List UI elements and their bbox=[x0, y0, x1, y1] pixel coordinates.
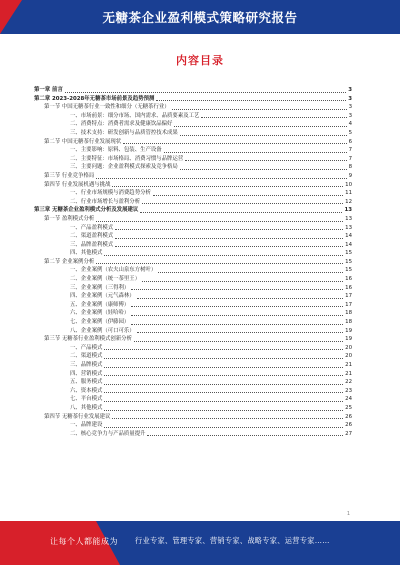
toc-leader-dots bbox=[174, 125, 346, 127]
toc-leader-dots bbox=[131, 288, 343, 290]
toc-entry[interactable] bbox=[34, 318, 352, 327]
toc-entry[interactable] bbox=[34, 120, 352, 129]
toc-entry-label: 一、市场前景：细分市场、国内需求、品质要素及工艺 bbox=[70, 112, 200, 119]
toc-entry-page: 6 bbox=[348, 138, 352, 145]
toc-entry-page: 14 bbox=[345, 241, 352, 248]
toc-leader-dots bbox=[172, 108, 347, 110]
toc-entry[interactable] bbox=[34, 378, 352, 387]
toc-leader-dots bbox=[104, 254, 343, 256]
toc-leader-dots bbox=[142, 202, 343, 204]
toc-entry-label: 一、主要影响：原料、包装、生产设备 bbox=[70, 147, 162, 154]
toc-entry[interactable] bbox=[34, 155, 352, 164]
toc-entry-page: 5 bbox=[348, 129, 352, 136]
toc-entry[interactable] bbox=[34, 249, 352, 258]
toc-leader-dots bbox=[104, 366, 343, 368]
toc-leader-dots bbox=[65, 91, 346, 93]
toc-entry[interactable] bbox=[34, 430, 352, 439]
toc-entry-label: 第三章 无糖茶企业盈利模式分析及发展建议 bbox=[34, 207, 139, 214]
toc-entry-page: 3 bbox=[348, 104, 352, 111]
toc-entry[interactable] bbox=[34, 103, 352, 112]
toc-entry-page: 24 bbox=[345, 396, 352, 403]
toc-entry-page: 16 bbox=[345, 284, 352, 291]
toc-leader-dots bbox=[156, 99, 346, 101]
toc-entry-page: 13 bbox=[344, 207, 352, 214]
toc-entry-page: 26 bbox=[345, 413, 352, 420]
toc-entry-page: 13 bbox=[345, 215, 352, 222]
toc-entry-label: 第一章 前言 bbox=[34, 87, 63, 93]
toc-entry-page: 4 bbox=[348, 121, 352, 128]
toc-entry-label: 一、企业案例（农夫山泉东方树叶） bbox=[70, 267, 157, 274]
footer-band bbox=[0, 521, 400, 565]
toc-entry-label: 七、企业案例（伊藤园） bbox=[70, 319, 130, 326]
toc-entry-page: 21 bbox=[345, 362, 352, 368]
toc-entry[interactable] bbox=[34, 344, 352, 353]
toc-leader-dots bbox=[115, 237, 343, 239]
toc-leader-dots bbox=[104, 400, 343, 402]
toc-leader-dots bbox=[112, 185, 343, 187]
toc-leader-dots bbox=[142, 280, 343, 282]
toc-entry[interactable] bbox=[34, 266, 352, 275]
toc-entry-label: 三、品牌模式 bbox=[70, 362, 103, 368]
toc-entry[interactable] bbox=[34, 206, 352, 215]
toc-entry-page: 7 bbox=[348, 155, 352, 162]
toc-entry-page: 9 bbox=[348, 172, 352, 179]
toc-entry-label: 三、主要问题：企业盈利模式探索及竞争格局 bbox=[70, 164, 178, 171]
toc-entry[interactable] bbox=[34, 258, 352, 267]
toc-leader-dots bbox=[96, 177, 346, 179]
toc-entry-page: 19 bbox=[345, 327, 352, 334]
toc-entry-page: 15 bbox=[345, 250, 352, 257]
toc-entry[interactable] bbox=[34, 413, 352, 422]
toc-entry[interactable] bbox=[34, 352, 352, 361]
toc-entry-label: 第四节 行业发展机遇与挑战 bbox=[44, 181, 111, 188]
toc-leader-dots bbox=[104, 374, 343, 376]
toc-leader-dots bbox=[201, 116, 346, 118]
toc-entry-label: 一、产品模式 bbox=[70, 344, 103, 351]
toc-leader-dots bbox=[112, 417, 343, 419]
toc-entry-page: 26 bbox=[345, 422, 352, 429]
toc-leader-dots bbox=[131, 323, 343, 325]
toc-leader-dots bbox=[137, 297, 343, 299]
toc-entry-label: 第二节 企业案例分析 bbox=[44, 258, 95, 265]
toc-entry-label: 八、企业案例（可口可乐） bbox=[70, 327, 135, 334]
toc-entry[interactable] bbox=[34, 309, 352, 318]
toc-leader-dots bbox=[104, 348, 343, 350]
toc-entry-label: 第二节 中国无糖茶行业发展现状 bbox=[44, 138, 122, 145]
footer-slogan-left: 让每个人都能成为 bbox=[50, 537, 118, 546]
toc-entry-page: 12 bbox=[345, 198, 352, 205]
toc-entry[interactable] bbox=[34, 224, 352, 233]
toc-entry-page: 3 bbox=[348, 87, 352, 93]
toc-entry[interactable] bbox=[34, 138, 352, 147]
table-of-contents bbox=[34, 86, 352, 438]
toc-leader-dots bbox=[185, 159, 346, 161]
toc-entry-label: 第三节 无糖茶行业盈利模式创新分析 bbox=[44, 336, 132, 343]
toc-entry-label: 一、产品盈利模式 bbox=[70, 224, 114, 231]
toc-entry-label: 八、其他模式 bbox=[70, 404, 103, 411]
toc-entry[interactable] bbox=[34, 335, 352, 344]
toc-entry-label: 二、渠道模式 bbox=[70, 353, 103, 360]
toc-entry[interactable] bbox=[34, 327, 352, 336]
toc-leader-dots bbox=[104, 383, 343, 385]
toc-entry-page: 20 bbox=[345, 344, 352, 351]
toc-leader-dots bbox=[96, 220, 343, 222]
toc-entry-label: 二、消费特点：消费者需求及健康饮品偏好 bbox=[70, 121, 173, 128]
toc-entry[interactable] bbox=[34, 172, 352, 181]
toc-entry[interactable] bbox=[34, 86, 352, 95]
toc-entry-page: 25 bbox=[345, 404, 352, 411]
toc-leader-dots bbox=[115, 245, 343, 247]
toc-entry-label: 二、主要特征：市场格局、消费习惯与品牌运营 bbox=[70, 155, 184, 162]
toc-entry-page: 3 bbox=[348, 112, 352, 119]
toc-entry[interactable] bbox=[34, 215, 352, 224]
toc-entry-page: 17 bbox=[345, 293, 352, 300]
toc-entry-label: 四、其他模式 bbox=[70, 250, 103, 257]
toc-leader-dots bbox=[104, 391, 343, 393]
toc-entry-page: 7 bbox=[348, 147, 352, 154]
toc-entry-page: 14 bbox=[345, 233, 352, 240]
toc-entry-page: 27 bbox=[345, 430, 352, 437]
toc-entry-label: 二、行业市场增长与盈利分析 bbox=[70, 198, 141, 205]
toc-entry-label: 二、核心竞争力与产品质量提升 bbox=[70, 430, 146, 437]
toc-entry[interactable] bbox=[34, 163, 352, 172]
toc-entry[interactable] bbox=[34, 95, 352, 104]
toc-entry[interactable] bbox=[34, 129, 352, 138]
toc-entry-page: 15 bbox=[345, 258, 352, 265]
toc-entry-label: 三、品牌盈利模式 bbox=[70, 241, 114, 248]
toc-entry[interactable] bbox=[34, 189, 352, 198]
toc-entry[interactable] bbox=[34, 198, 352, 207]
toc-leader-dots bbox=[158, 271, 343, 273]
toc-entry-label: 第二章 2023-2028年无糖茶市场前景及趋势预测 bbox=[34, 95, 155, 102]
toc-entry[interactable] bbox=[34, 301, 352, 310]
toc-entry[interactable] bbox=[34, 112, 352, 121]
corner-accent bbox=[0, 0, 22, 34]
toc-leader-dots bbox=[104, 357, 343, 359]
header-bar bbox=[0, 0, 400, 34]
toc-leader-dots bbox=[137, 331, 343, 333]
toc-entry-label: 第三节 行业竞争格局 bbox=[44, 172, 95, 179]
toc-entry[interactable] bbox=[34, 181, 352, 190]
toc-leader-dots bbox=[164, 151, 347, 153]
toc-entry-page: 22 bbox=[345, 379, 352, 386]
toc-entry-page: 8 bbox=[348, 164, 352, 171]
toc-entry-page: 13 bbox=[345, 224, 352, 231]
toc-entry[interactable] bbox=[34, 387, 352, 396]
toc-entry[interactable] bbox=[34, 421, 352, 430]
toc-heading: 内容目录 bbox=[176, 54, 224, 67]
toc-entry-label: 七、平台模式 bbox=[70, 396, 103, 403]
toc-entry-label: 第一节 盈利模式分析 bbox=[44, 215, 95, 222]
toc-entry[interactable] bbox=[34, 361, 352, 370]
toc-entry-page: 11 bbox=[345, 190, 352, 197]
toc-entry-label: 二、企业案例（统一茶里王） bbox=[70, 276, 141, 283]
toc-entry-page: 17 bbox=[345, 301, 352, 308]
toc-entry-label: 四、企业案例（元气森林） bbox=[70, 293, 135, 300]
toc-entry-label: 一、品牌建设 bbox=[70, 422, 103, 429]
toc-leader-dots bbox=[104, 409, 343, 411]
toc-entry[interactable] bbox=[34, 232, 352, 241]
toc-entry-label: 一、行业市场规模与消费趋势分析 bbox=[70, 190, 151, 197]
toc-leader-dots bbox=[131, 314, 343, 316]
toc-entry-label: 三、企业案例（三得利） bbox=[70, 284, 130, 291]
toc-entry[interactable] bbox=[34, 275, 352, 284]
toc-entry-label: 五、企业案例（康师傅） bbox=[70, 301, 130, 308]
toc-leader-dots bbox=[147, 434, 343, 436]
toc-entry[interactable] bbox=[34, 292, 352, 301]
toc-leader-dots bbox=[131, 305, 343, 307]
toc-entry[interactable] bbox=[34, 370, 352, 379]
toc-entry-label: 五、服务模式 bbox=[70, 379, 103, 386]
toc-leader-dots bbox=[153, 194, 343, 196]
toc-entry-label: 二、渠道盈利模式 bbox=[70, 233, 114, 240]
toc-entry-page: 3 bbox=[348, 95, 352, 102]
toc-entry[interactable] bbox=[34, 146, 352, 155]
toc-entry-label: 六、企业案例（娃哈哈） bbox=[70, 310, 130, 317]
toc-entry[interactable] bbox=[34, 241, 352, 250]
toc-leader-dots bbox=[180, 168, 347, 170]
toc-entry-page: 19 bbox=[345, 336, 352, 343]
toc-entry-label: 三、技术支持：研发创新与品质管控技术成果 bbox=[70, 129, 178, 136]
toc-entry-page: 16 bbox=[345, 276, 352, 283]
toc-entry-page: 10 bbox=[345, 181, 352, 188]
toc-entry-page: 18 bbox=[345, 310, 352, 317]
toc-leader-dots bbox=[134, 340, 343, 342]
toc-entry-page: 21 bbox=[345, 370, 352, 377]
toc-entry-label: 第一节 中国无糖茶行业一致性和细分（无糖茶行业） bbox=[44, 104, 170, 111]
toc-entry[interactable] bbox=[34, 404, 352, 413]
toc-entry-label: 六、资本模式 bbox=[70, 387, 103, 394]
toc-entry[interactable] bbox=[34, 395, 352, 404]
toc-entry-page: 15 bbox=[345, 267, 352, 274]
toc-leader-dots bbox=[96, 262, 343, 264]
toc-entry-label: 四、营销模式 bbox=[70, 370, 103, 377]
toc-entry-page: 20 bbox=[345, 353, 352, 360]
toc-entry-page: 18 bbox=[345, 319, 352, 326]
toc-leader-dots bbox=[180, 134, 347, 136]
footer-slogan-right: 行业专家、管理专家、营销专家、战略专家、运营专家…… bbox=[135, 536, 330, 545]
toc-leader-dots bbox=[104, 426, 343, 428]
toc-leader-dots bbox=[140, 211, 342, 213]
page-number: 1 bbox=[346, 511, 350, 517]
toc-entry-label: 第四节 无糖茶行业发展建议 bbox=[44, 413, 111, 420]
toc-leader-dots bbox=[115, 228, 343, 230]
toc-leader-dots bbox=[123, 142, 346, 144]
report-title: 无糖茶企业盈利模式策略研究报告 bbox=[102, 10, 298, 25]
toc-entry-page: 23 bbox=[345, 387, 352, 394]
toc-entry[interactable] bbox=[34, 284, 352, 293]
